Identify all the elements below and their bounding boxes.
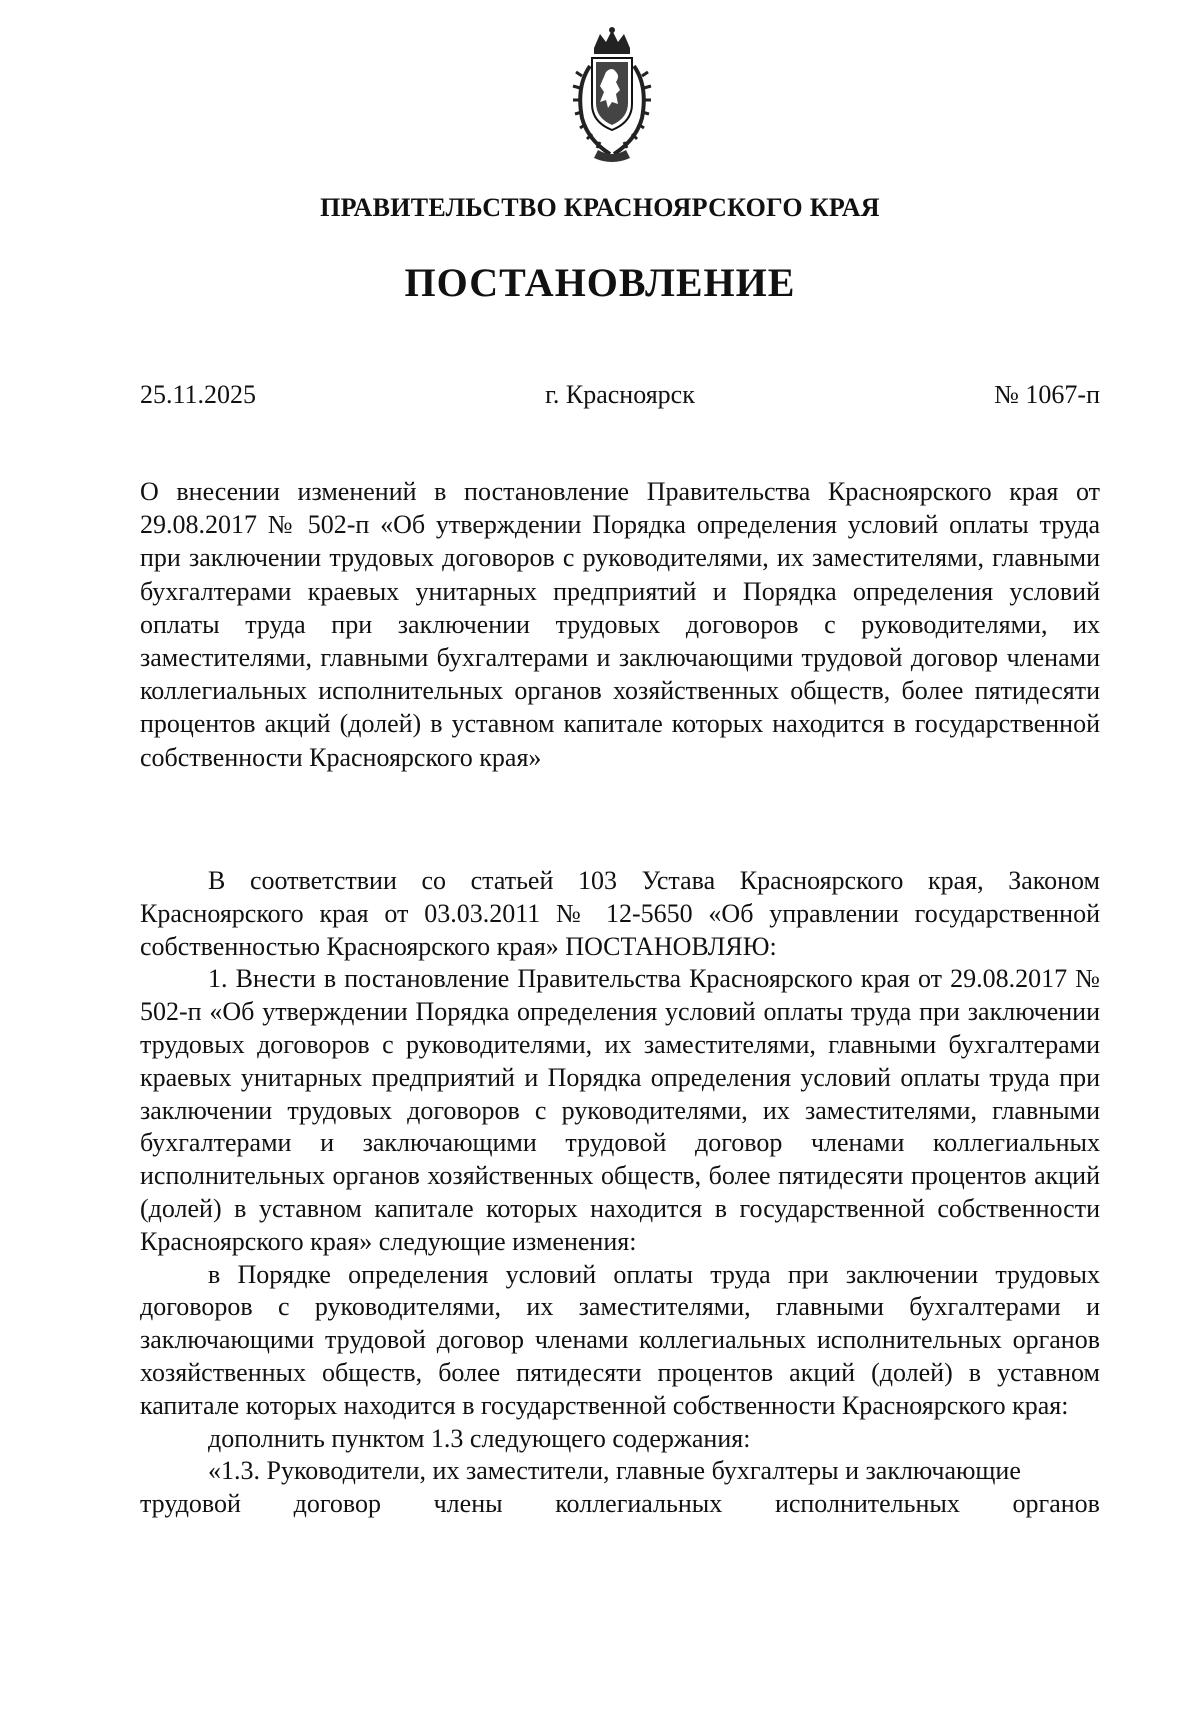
document-heading: О внесении изменений в постановление Правительства Красноярского края от 29.08.2017 № 502-п «Об утверждении Порядка определения условий оплаты труда при заключении трудовых договоров с руководителями, их заместителями, главными бухгалтерами краевых унитарных предприятий и Порядка определения условий оплаты труда при заключении трудовых договоров с руководителями, их заместителями, главными бухгалтерами и заключающими трудовой договор членами коллегиальных исполнительных органов хозяйственных обществ, более пятидесяти процентов акций (долей) в уставном капитале которых находится в государственной собственности Красноярского края» [140, 477, 1100, 772]
document-date: 25.11.2025 [140, 380, 257, 409]
document-number: № 1067-п [994, 380, 1100, 409]
organization-title: ПРАВИТЕЛЬСТВО КРАСНОЯРСКОГО КРАЯ [320, 193, 880, 222]
paragraph-clause-1-3-continuation [140, 1488, 1100, 1521]
continuation-word: исполнительных [774, 1489, 960, 1519]
document-body [140, 865, 1100, 1521]
paragraph-supplement: дополнить пунктом 1.3 следующего содержания: [208, 1423, 751, 1453]
paragraph-preamble: В соответствии со статьей 103 Устава Красноярского края, Законом Красноярского края от 03.03.2011 № 12-5650 «Об управлении государственной собственностью Красноярского края» ПОСТАНОВЛЯЮ: [140, 866, 1100, 961]
continuation-word: трудовой [140, 1489, 241, 1519]
coat-of-arms-icon [568, 26, 656, 166]
continuation-word: договор [293, 1489, 381, 1519]
document-city: г. Красноярск [545, 380, 695, 409]
paragraph-clause-1-3: «1.3. Руководители, их заместители, главные бухгалтеры и заключающие [208, 1456, 1021, 1486]
document-meta-row [140, 380, 1100, 414]
document-type-title: ПОСТАНОВЛЕНИЕ [404, 260, 796, 305]
continuation-word: коллегиальных [555, 1489, 723, 1519]
continuation-word: члены [433, 1489, 503, 1519]
paragraph-item-1: 1. Внести в постановление Правительства Красноярского края от 29.08.2017 № 502-п «Об утверждении Порядка определения условий оплаты труда при заключении трудовых договоров с руководителями, их заместителями, главными бухгалтерами краевых унитарных предприятий и Порядка определения условий оплаты труда при заключении трудовых договоров с руководителями, их заместителями, главными бухгалтерами и заключающими трудовой договор членами коллегиальных исполнительных органов хозяйственных обществ, более пятидесяти процентов акций (долей) в уставном капитале которых находится в государственной собственности Красноярского края» следующие изменения: [140, 964, 1100, 1256]
continuation-word: органов [1012, 1489, 1100, 1519]
paragraph-procedure: в Порядке определения условий оплаты труда при заключении трудовых договоров с руководителями, их заместителями, главными бухгалтерами и заключающими трудовой договор членами коллегиальных исполнительных органов хозяйственных обществ, более пятидесяти процентов акций (долей) в уставном капитале которых находится в государственной собственности Красноярского края: [140, 1259, 1100, 1420]
